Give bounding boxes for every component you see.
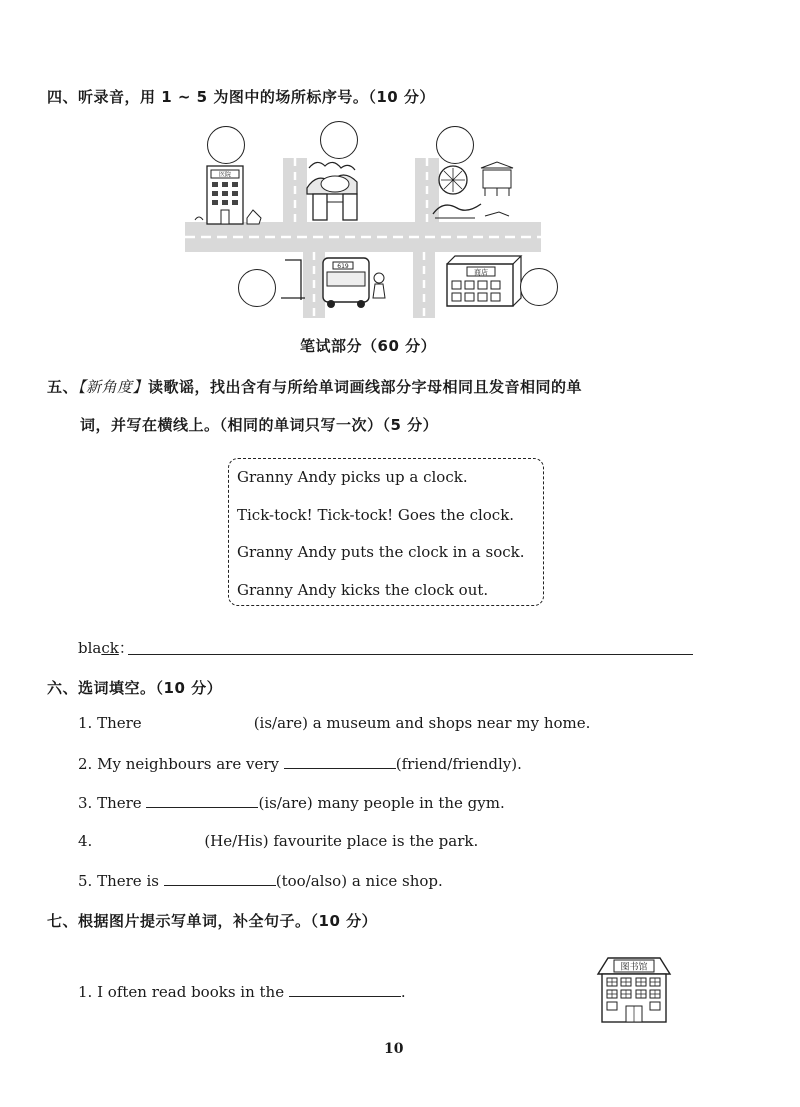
library-sign: 图书馆	[620, 962, 648, 973]
page-number: 10	[384, 1041, 404, 1057]
section-4-title: 四、听录音，用 1 ~ 5 为图中的场所标序号。（10 分）	[47, 88, 435, 106]
bus-number: 619	[337, 263, 349, 270]
answer-word-label	[78, 637, 134, 658]
item-text-before: There	[97, 794, 142, 812]
hospital-sign: 医院	[218, 171, 232, 179]
answer-circle-shop[interactable]	[520, 268, 558, 306]
item-text-before: I often read books in the	[97, 983, 285, 1001]
blank-2[interactable]	[284, 754, 396, 769]
fill-item-4	[78, 832, 478, 850]
answer-word-prefix: bla	[78, 639, 102, 657]
poem-line-1: Granny Andy picks up a clock.	[237, 468, 468, 486]
library-picture	[596, 956, 672, 1024]
item-text-after: (friend/friendly).	[395, 755, 522, 773]
bus-station-scene	[281, 258, 385, 308]
amusement-park-scene	[433, 162, 513, 218]
answer-circle-bus-station[interactable]	[238, 269, 276, 307]
answer-line-black[interactable]	[128, 654, 693, 655]
blank-3[interactable]	[146, 793, 258, 808]
item-text-before: My neighbours are very	[97, 755, 279, 773]
item-number: 3.	[78, 794, 93, 812]
poem-line-3: Granny Andy puts the clock in a sock.	[237, 543, 525, 561]
item-number: 1.	[78, 714, 93, 732]
item-text-after: (too/also) a nice shop.	[275, 872, 443, 890]
answer-word-underlined: ck	[101, 639, 119, 657]
section-5-title-line-2: 词，并写在横线上。（相同的单词只写一次）（5 分）	[80, 416, 439, 434]
answer-circle-amusement-park[interactable]	[436, 126, 474, 164]
park-scene	[307, 162, 357, 220]
item-text-after: (is/are) many people in the gym.	[258, 794, 505, 812]
section-5-number: 五、	[47, 378, 79, 396]
shop-sign: 商店	[474, 268, 488, 277]
written-part-title: 笔试部分（60 分）	[300, 337, 437, 355]
fill-item-5	[78, 871, 443, 890]
section-5-title-rest: 读歌谣，找出含有与所给单词画线部分字母相同且发音相同的单	[148, 378, 583, 396]
item-number: 2.	[78, 755, 93, 773]
answer-word-colon: ：	[118, 639, 134, 657]
answer-circle-hospital[interactable]	[207, 126, 245, 164]
item-number: 4.	[78, 832, 93, 850]
fill-item-2	[78, 754, 522, 773]
fill-item-3	[78, 793, 505, 812]
poem-line-4: Granny Andy kicks the clock out.	[237, 581, 489, 599]
item-number: 5.	[78, 872, 93, 890]
section-6-title: 六、选词填空。（10 分）	[47, 679, 223, 697]
poem-line-2: Tick-tock! Tick-tock! Goes the clock.	[237, 506, 515, 524]
item-text-before: There	[97, 714, 142, 732]
section-5-title	[47, 376, 582, 397]
new-angle-tag: 【新角度】	[78, 378, 149, 396]
item-text-before: There is	[97, 872, 159, 890]
item-text-after: (is/are) a museum and shops near my home.	[253, 714, 591, 732]
item-text-after: .	[400, 983, 406, 1001]
blank-library[interactable]	[289, 982, 401, 997]
item-number: 1.	[78, 983, 93, 1001]
picture-item-1	[78, 982, 406, 1001]
answer-circle-park[interactable]	[320, 121, 358, 159]
blank-5[interactable]	[164, 871, 276, 886]
shop-building	[447, 256, 521, 306]
fill-item-1	[78, 714, 590, 732]
item-text-after: (He/His) favourite place is the park.	[204, 832, 479, 850]
hospital-building	[195, 166, 261, 224]
section-7-title: 七、根据图片提示写单词，补全句子。（10 分）	[47, 912, 378, 930]
